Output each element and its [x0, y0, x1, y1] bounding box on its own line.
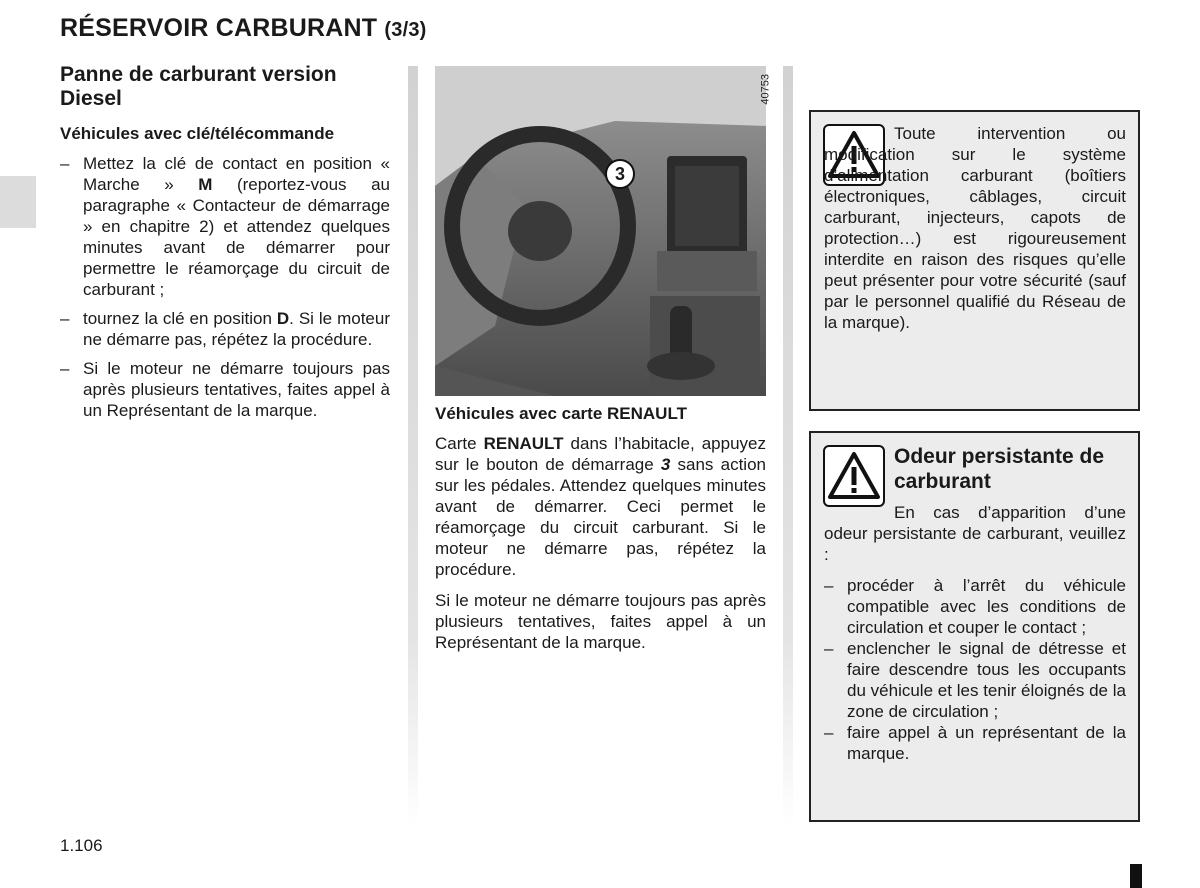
list-item: – tournez la clé en position D. Si le moteur ne démarre pas, répétez la procédure. — [60, 309, 390, 349]
page-title — [60, 14, 427, 43]
fuel-odor-list — [824, 575, 1126, 764]
warning-triangle-icon — [823, 445, 885, 507]
list-item: – enclencher le signal de détresse et faire descendre tous les occupants du véhicule et les tenir éloignés de la zone de circulation ; — [824, 639, 1126, 721]
image-reference: 40753 — [760, 74, 772, 105]
list-item: – Mettez la clé de contact en position « Marche » M (reportez-vous au paragraphe « Contacteur de démarrage » en chapitre 2) et attendez quelques minutes avant de démarrer pour permettre le réamorçage du circuit de carburant ; — [60, 154, 390, 299]
callout-3: 3 — [605, 159, 635, 189]
list-item: – faire appel à un représentant de la marque. — [824, 723, 1126, 763]
key-vehicles-subheading: Véhicules avec clé/télécommande — [60, 124, 335, 143]
column-divider-right — [783, 66, 793, 826]
dashboard-photo — [435, 66, 772, 396]
page-title-suffix: (3/3) — [384, 19, 427, 41]
procedure-list — [60, 153, 390, 421]
list-item: – Si le moteur ne démarre toujours pas après plusieurs tentatives, faites appel à un Représentant de la marque. — [60, 359, 390, 420]
left-column — [60, 63, 390, 429]
warning-text: Toute intervention ou modification sur le système d’alimentation carburant (boîtiers électroniques, câblages, circuit carburant, injecteurs, capots de protection…) est rigoureusement interdite en raison des risques qu’elle peut présenter pour votre sécurité (sauf par le personnel qualifié du Réseau de la marque). — [824, 124, 1126, 332]
warning-box-intervention — [809, 110, 1140, 411]
fuel-odor-intro: En cas d’apparition d’une odeur persistante de carburant, veuillez : — [824, 503, 1126, 564]
section-tab — [0, 176, 36, 228]
fuel-odor-body — [824, 502, 1126, 764]
card-paragraph: Carte RENAULT dans l’habitacle, appuyez sur le bouton de démarrage 3 sans action sur les pédales. Attendez quelques minutes avant de démarrer. Ceci permet le réamorçage du circuit carburant. Si le moteur ne démarre pas, répétez la procédure. — [435, 434, 766, 579]
warning-box-fuel-odor — [809, 431, 1140, 822]
column-divider-left — [408, 66, 418, 826]
card-paragraph-2: Si le moteur ne démarre toujours pas après plusieurs tentatives, faites appel à un Représentant de la marque. — [435, 591, 766, 652]
list-item: – procéder à l’arrêt du véhicule compatible avec les conditions de circulation et couper le contact ; — [824, 576, 1126, 637]
page-number: 1.106 — [60, 836, 103, 855]
fuel-odor-heading: Odeur persistante de carburant — [894, 445, 1105, 493]
fuel-odor-heading-wrap — [894, 444, 1134, 494]
middle-column — [435, 403, 766, 663]
page-title-text: RÉSERVOIR CARBURANT — [60, 14, 378, 42]
page-edge-marker — [1130, 864, 1142, 888]
card-vehicles-subheading: Véhicules avec carte RENAULT — [435, 404, 687, 423]
section-heading: Panne de carburant version Diesel — [60, 63, 337, 110]
